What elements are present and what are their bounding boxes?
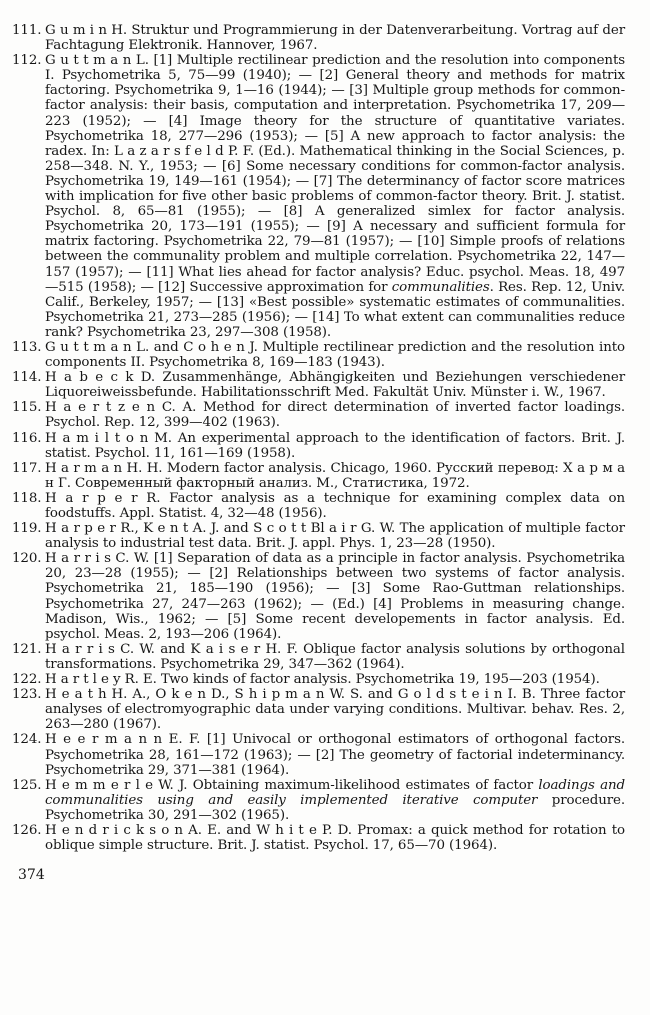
reference-text: H e a t h H. A., O k e n D., S h i p m a n W. S. and G o l d s t e i n I. B. Three factor analyses of electromyographic data under varying conditions. Multivar. behav. Res. 2, 263—280 (1967). [45,687,625,733]
reference-number: 122. [12,672,42,688]
reference-text: H a r p e r R. Factor analysis as a technique for examining complex data on foodstuffs. Appl. Statist. 4, 32—48 (1956). [45,490,625,521]
reference-number: 125. [12,777,42,793]
reference-entry [9,732,625,777]
reference-entry [9,491,625,521]
reference-number: 111. [12,23,42,38]
reference-text: H a r r i s C. W. and K a i s e r H. F. Oblique factor analysis solutions by orthogonal transformations. Psychometrika 29, 347—362 (1964). [45,641,625,672]
reference-entry [9,370,625,400]
reference-number: 117. [12,460,42,476]
reference-number: 120. [12,551,42,567]
reference-entry [9,778,625,823]
reference-number: 113. [12,339,42,355]
reference-entry [9,687,625,732]
reference-entry [9,400,625,430]
reference-text: H a b e c k D. Zusammenhänge, Abhängigkeiten und Beziehungen verschiedener Liquoreiweissbefunde. Habilitationsschrift Med. Fakultät Univ. Münster i. W., 1967. [45,370,625,401]
reference-number: 116. [12,430,42,446]
reference-number: 123. [12,687,42,703]
reference-entry [9,53,625,340]
reference-list [9,23,625,853]
reference-entry [9,23,625,53]
reference-number: 114. [12,370,42,386]
reference-text: H a r p e r R., K e n t A. J. and S c o t t Bl a i r G. W. The application of multiple factor analysis to industrial test data. Brit. J. appl. Phys. 1, 23—28 (1950). [45,521,625,552]
reference-text: H e e r m a n n E. F. [1] Univocal or orthogonal estimators of orthogonal factors. Psychometrika 28, 161—172 (1963); — [2] The geometry of factorial indeterminancy. Psychometrika 29, 371—381 (1964). [45,732,625,778]
reference-text: G u t t m a n L. and C o h e n J. Multiple rectilinear prediction and the resolution into components II. Psychometrika 8, 169—183 (1943). [45,339,625,371]
reference-text: H a m i l t o n M. An experimental approach to the identification of factors. Brit. J. statist. Psychol. 11, 161—169 (1958). [45,430,625,461]
reference-number: 121. [12,641,42,657]
reference-number: 126. [12,822,42,838]
reference-text: H e m m e r l e W. J. Obtaining maximum-likelihood estimates of factor loadings and communalities using and easily implemented iterative computer procedure. Psychometrika 30, 291—302 (1965). [45,777,625,823]
reference-text: H a r r i s C. W. [1] Separation of data as a principle in factor analysis. Psychometrika 20, 23—28 (1955); — [2] Relationships between two systems of factor analysis. Psychometrika 21, 185—190 (1956); — [3] Some Rao-Guttman relationships. Psychometrika 27, 247—263 (1962); — (Ed.) [4] Problems in measuring change. Madison, Wis., 1962; — [5] Some recent developements in factor analysis. Ed. psychol. Meas. 2, 193—206 (1964). [45,551,625,642]
reference-number: 112. [12,53,42,69]
reference-text: G u t t m a n L. [1] Multiple rectilinear prediction and the resolution into components I. Psychometrika 5, 75—99 (1940); — [2] General theory and methods for matrix factoring. Psychometrika 9, 1—16 (1944); — [3] Multiple group methods for common-factor analysis: their basis, computation and interpretation. Psychometrika 17, 209—223 (1952); — [4] Image theory for the structure of quantitative variates. Psychometrika 18, 277—296 (1953); — [5] A new approach to factor analysis: the radex. In: L a z a r s f e l d P. F. (Ed.). Mathematical thinking in the Social Sciences, p. 258—348. N. Y., 1953; — [6] Some necessary conditions for common-factor analysis. Psychometrika 19, 149—161 (1954); — [7] The determinancy of factor score matrices with implication for five other basic problems of common-factor theory. Brit. J. statist. Psychol. 8, 65—81 (1955); — [8] A generalized simlex for factor analysis. Psychometrika 20, 173—191 (1955); — [9] A necessary and sufficient formula for matrix factoring. Psychometrika 22, 79—81 (1957); — [10] Simple proofs of relations between the communality problem and multiple correlation. Psychometrika 22, 147—157 (1957); — [11] What lies ahead for factor analysis? Educ. psychol. Meas. 18, 497—515 (1958); — [12] Successive approximation for communalities. Res. Rep. 12, Univ. Calif., Berkeley, 1957; — [13] «Best possible» systematic estimates of communalities. Psychometrika 21, 273—285 (1956); — [14] To what extent can communalities reduce rank? Psychometrika 23, 297—308 (1958). [45,53,625,340]
reference-entry [9,672,625,687]
reference-number: 118. [12,490,42,506]
reference-entry [9,642,625,672]
reference-entry [9,551,625,642]
reference-entry [9,431,625,461]
reference-text: H a r m a n H. H. Modern factor analysis. Chicago, 1960. Русский перевод: Х а р м а н Г. Современный факторный анализ. М., Статистика, 1972. [45,460,625,491]
reference-text: H a e r t z e n C. A. Method for direct determination of inverted factor loadings. Psychol. Rep. 12, 399—402 (1963). [45,400,625,431]
reference-number: 119. [12,521,42,537]
reference-number: 115. [12,400,42,416]
reference-text: H a r t l e y R. E. Two kinds of factor analysis. Psychometrika 19, 195—203 (1954). [45,672,600,688]
reference-entry [9,823,625,853]
reference-entry [9,340,625,370]
reference-text: H e n d r i c k s o n A. E. and W h i t e P. D. Promax: a quick method for rotation to oblique simple structure. Brit. J. statist. Psychol. 17, 65—70 (1964). [45,822,625,854]
reference-number: 124. [12,732,42,748]
page-number: 374 [18,867,45,884]
reference-entry [9,521,625,551]
reference-text: G u m i n H. Struktur und Programmierung in der Datenverarbeitung. Vortrag auf der Fachtagung Elektronik. Hannover, 1967. [45,23,625,54]
reference-entry [9,461,625,491]
